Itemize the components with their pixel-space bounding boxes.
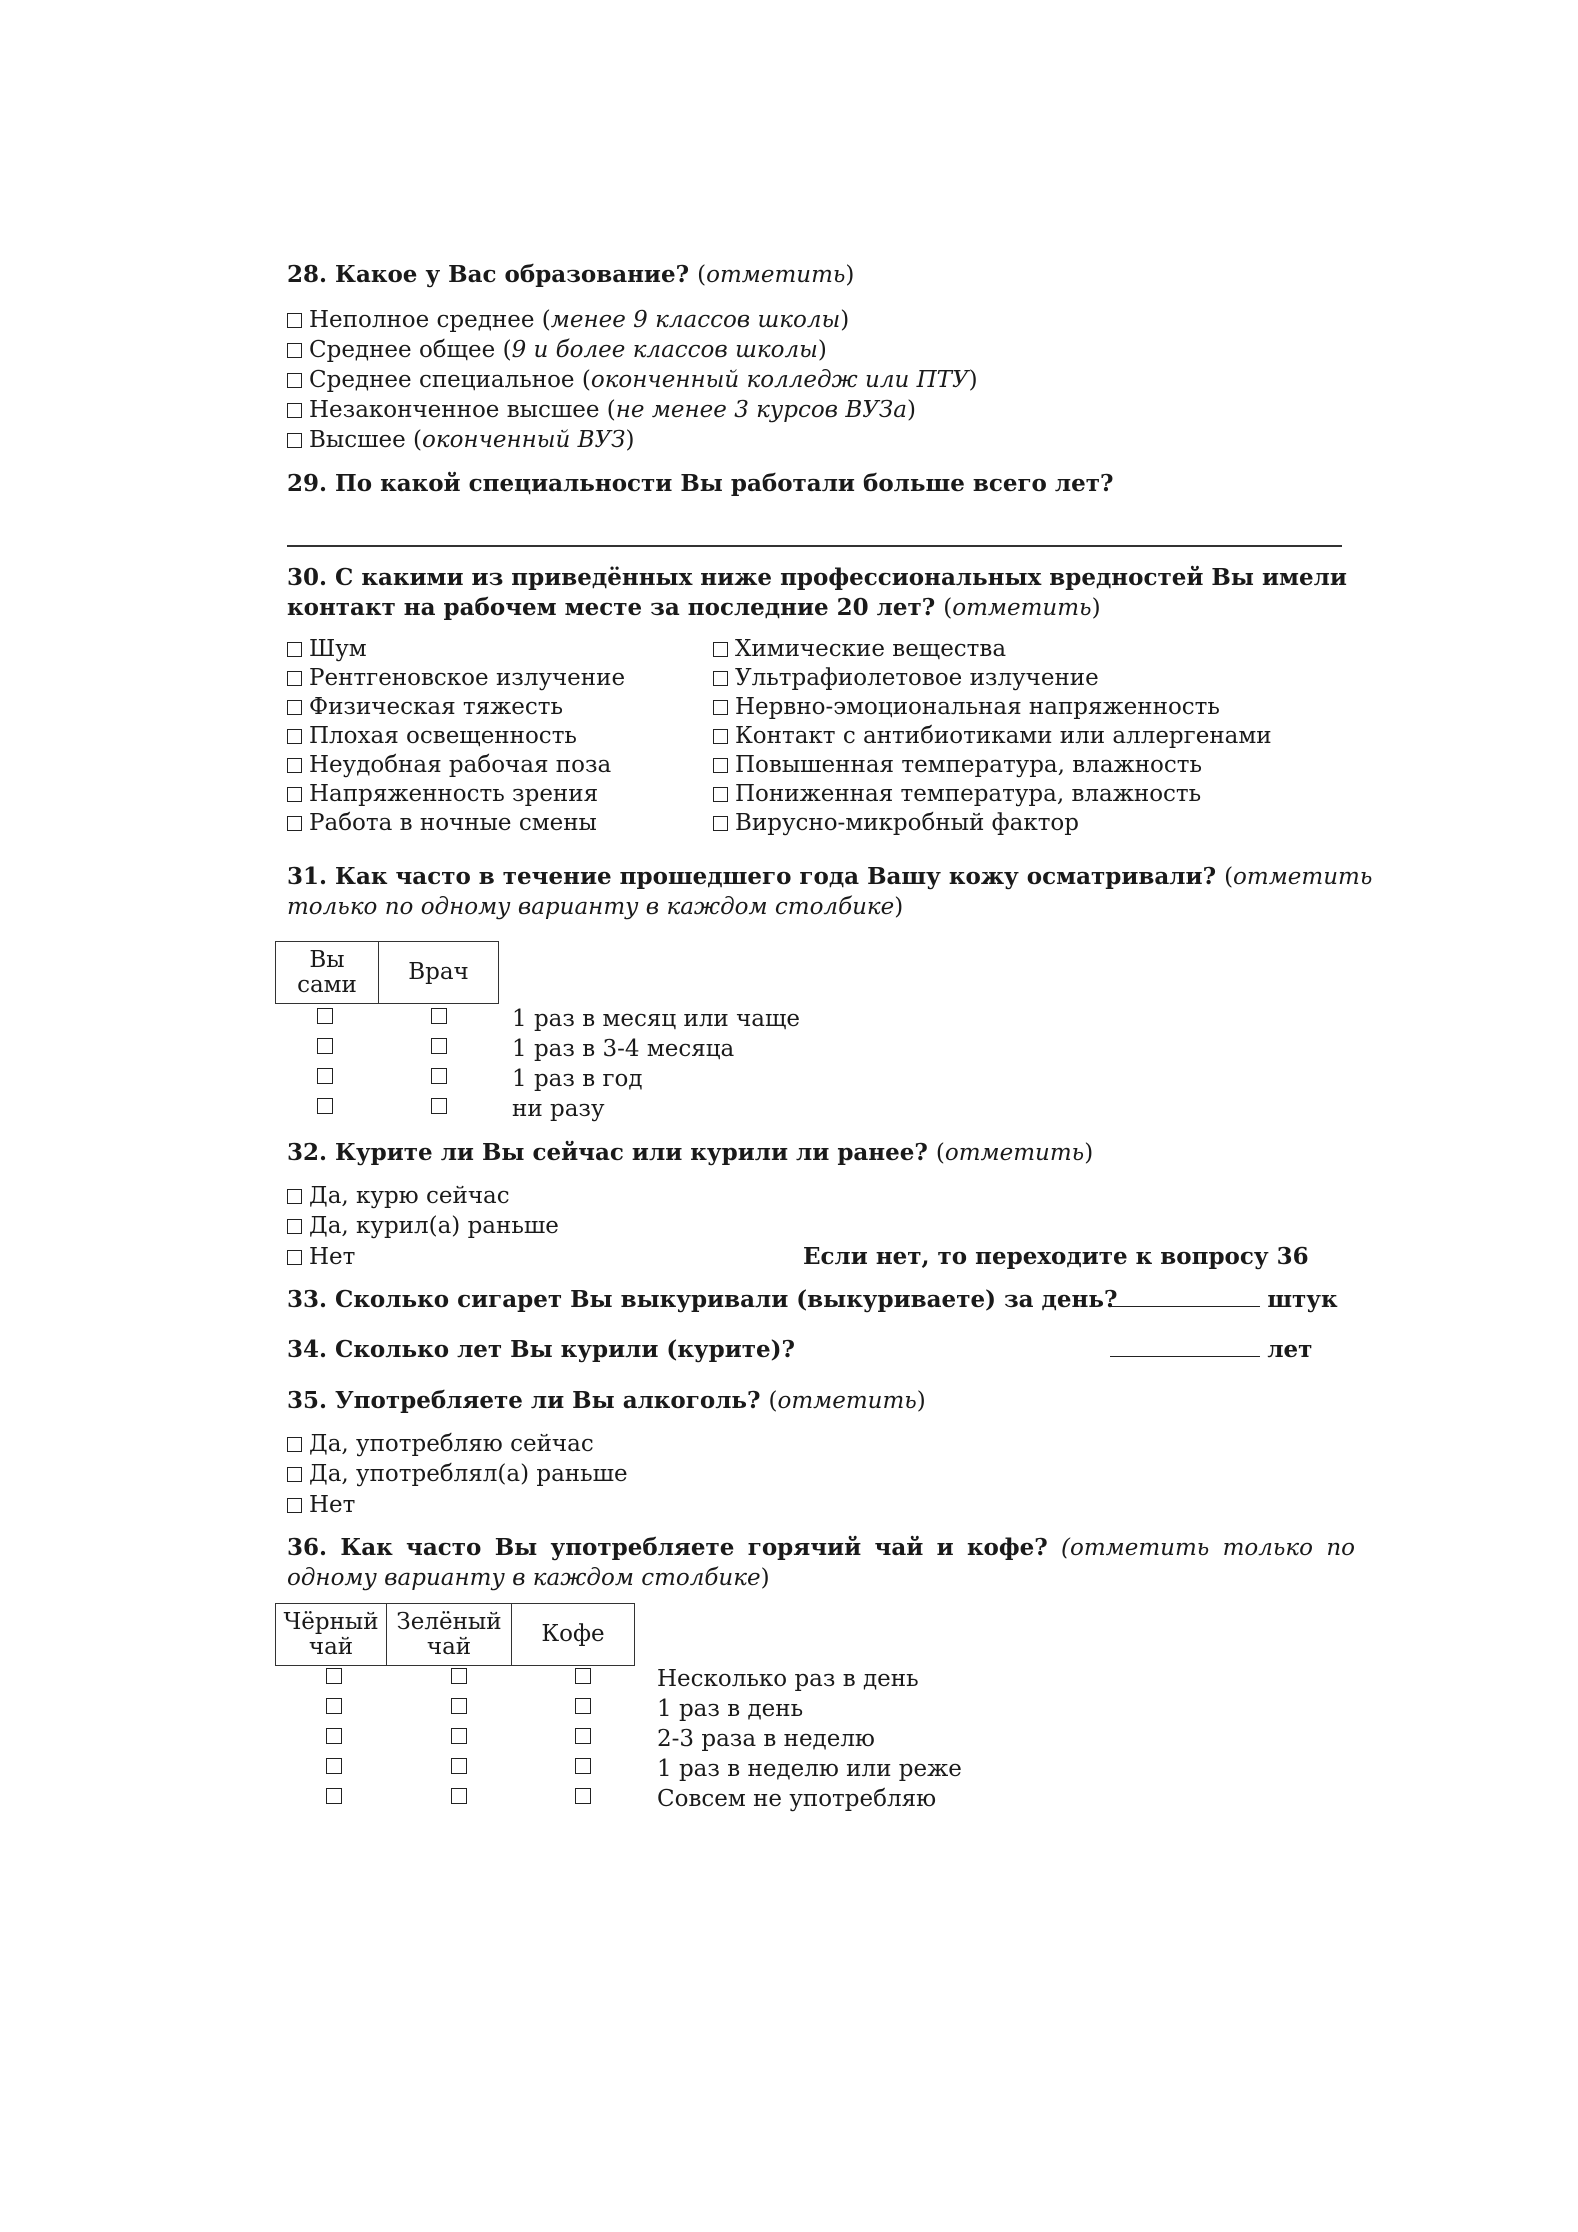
q36-black-tea-checkbox-5[interactable] [326, 1788, 342, 1804]
checkbox[interactable] [287, 700, 302, 715]
q36-green-tea-checkbox-4[interactable] [451, 1758, 467, 1774]
q31-doctor-checkbox-2[interactable] [431, 1038, 447, 1054]
q36-col-black-tea: Чёрный чай [276, 1604, 387, 1666]
q35-option-2[interactable]: Да, употреблял(а) раньше [287, 1459, 628, 1489]
q31-doctor-checkbox-4[interactable] [431, 1098, 447, 1114]
checkbox[interactable] [713, 729, 728, 744]
checkbox[interactable] [287, 1437, 302, 1452]
q28-option-2[interactable]: Среднее общее (9 и более классов школы) [287, 335, 827, 365]
q32-option-1[interactable]: Да, курю сейчас [287, 1181, 510, 1211]
q31-row-3: 1 раз в год [512, 1066, 643, 1092]
checkbox[interactable] [287, 787, 302, 802]
q32-title: 32. Курите ли Вы сейчас или курили ли ранее? (отметить) [287, 1139, 1094, 1166]
q30-right-3[interactable]: Нервно-эмоциональная напряженность [713, 692, 1220, 722]
q31-row-4: ни разу [512, 1096, 605, 1122]
q34-answer-line[interactable] [1110, 1336, 1260, 1357]
q32-option-3[interactable]: Нет [287, 1242, 355, 1272]
q36-coffee-checkbox-1[interactable] [575, 1668, 591, 1684]
checkbox[interactable] [713, 671, 728, 686]
q30-left-7[interactable]: Работа в ночные смены [287, 808, 597, 838]
q30-left-1[interactable]: Шум [287, 634, 367, 664]
q30-title-line1: 30. С какими из приведённых ниже профессиональных вредностей Вы имели [287, 564, 1347, 591]
checkbox[interactable] [287, 816, 302, 831]
q32-option-2[interactable]: Да, курил(а) раньше [287, 1211, 559, 1241]
checkbox[interactable] [713, 816, 728, 831]
q36-green-tea-checkbox-5[interactable] [451, 1788, 467, 1804]
q30-right-6[interactable]: Пониженная температура, влажность [713, 779, 1201, 809]
q30-right-1[interactable]: Химические вещества [713, 634, 1006, 664]
checkbox[interactable] [287, 1189, 302, 1204]
q36-column-header [275, 1603, 635, 1666]
q30-left-6[interactable]: Напряженность зрения [287, 779, 598, 809]
checkbox[interactable] [287, 1498, 302, 1513]
q28-option-1[interactable]: Неполное среднее (менее 9 классов школы) [287, 305, 849, 335]
q36-col-coffee: Кофе [512, 1604, 635, 1666]
q31-col-doctor: Врач [379, 942, 499, 1004]
q36-row-5: Совсем не употребляю [657, 1786, 937, 1812]
q34-answer[interactable]: лет [1110, 1335, 1312, 1365]
q36-coffee-checkbox-2[interactable] [575, 1698, 591, 1714]
q28-option-4[interactable]: Незаконченное высшее (не менее 3 курсов ВУЗа) [287, 395, 916, 425]
q36-row-3: 2-3 раза в неделю [657, 1726, 875, 1752]
q36-green-tea-checkbox-2[interactable] [451, 1698, 467, 1714]
q28-option-3[interactable]: Среднее специальное (оконченный колледж или ПТУ) [287, 365, 978, 395]
q30-left-5[interactable]: Неудобная рабочая поза [287, 750, 611, 780]
checkbox[interactable] [287, 343, 302, 358]
checkbox[interactable] [713, 758, 728, 773]
q36-black-tea-checkbox-2[interactable] [326, 1698, 342, 1714]
q31-self-checkbox-4[interactable] [317, 1098, 333, 1114]
q35-option-1[interactable]: Да, употребляю сейчас [287, 1429, 594, 1459]
q36-row-4: 1 раз в неделю или реже [657, 1756, 962, 1782]
q34-title: 34. Сколько лет Вы курили (курите)? [287, 1336, 796, 1363]
q36-black-tea-checkbox-3[interactable] [326, 1728, 342, 1744]
q28-option-5[interactable]: Высшее (оконченный ВУЗ) [287, 425, 635, 455]
q30-right-7[interactable]: Вирусно-микробный фактор [713, 808, 1079, 838]
q30-left-2[interactable]: Рентгеновское излучение [287, 663, 625, 693]
checkbox[interactable] [287, 671, 302, 686]
q36-col-green-tea: Зелёный чай [387, 1604, 512, 1666]
checkbox[interactable] [287, 1467, 302, 1482]
q33-title: 33. Сколько сигарет Вы выкуривали (выкуриваете) за день? [287, 1286, 1118, 1313]
checkbox[interactable] [287, 758, 302, 773]
q30-right-5[interactable]: Повышенная температура, влажность [713, 750, 1202, 780]
q31-self-checkbox-2[interactable] [317, 1038, 333, 1054]
q36-green-tea-checkbox-1[interactable] [451, 1668, 467, 1684]
q33-answer-line[interactable] [1110, 1286, 1260, 1307]
q32-skip-instruction: Если нет, то переходите к вопросу 36 [803, 1243, 1309, 1270]
q30-title-line2: контакт на рабочем месте за последние 20 лет? (отметить) [287, 594, 1101, 621]
q36-coffee-checkbox-3[interactable] [575, 1728, 591, 1744]
q33-answer[interactable]: штук [1110, 1285, 1338, 1315]
q31-row-2: 1 раз в 3-4 месяца [512, 1036, 735, 1062]
checkbox[interactable] [287, 373, 302, 388]
q31-doctor-checkbox-3[interactable] [431, 1068, 447, 1084]
checkbox[interactable] [287, 642, 302, 657]
q31-doctor-checkbox-1[interactable] [431, 1008, 447, 1024]
q36-row-1: Несколько раз в день [657, 1666, 919, 1692]
checkbox[interactable] [287, 403, 302, 418]
q36-black-tea-checkbox-1[interactable] [326, 1668, 342, 1684]
q36-coffee-checkbox-4[interactable] [575, 1758, 591, 1774]
q36-black-tea-checkbox-4[interactable] [326, 1758, 342, 1774]
q35-title: 35. Употребляете ли Вы алкоголь? (отметить) [287, 1387, 926, 1414]
q30-right-2[interactable]: Ультрафиолетовое излучение [713, 663, 1099, 693]
q31-note-line2: только по одному варианту в каждом столбике) [287, 894, 904, 920]
q36-row-2: 1 раз в день [657, 1696, 804, 1722]
checkbox[interactable] [287, 313, 302, 328]
q36-title: 36. Как часто Вы употребляете горячий чай и кофе? (отметить только по [287, 1534, 1355, 1561]
checkbox[interactable] [287, 1219, 302, 1234]
checkbox[interactable] [713, 787, 728, 802]
q31-row-1: 1 раз в месяц или чаще [512, 1006, 800, 1032]
q29-answer-line[interactable] [287, 545, 1342, 547]
q30-left-3[interactable]: Физическая тяжесть [287, 692, 563, 722]
q30-left-4[interactable]: Плохая освещенность [287, 721, 577, 751]
q28-title: 28. Какое у Вас образование? (отметить) [287, 261, 855, 288]
q31-title: 31. Как часто в течение прошедшего года Вашу кожу осматривали? (отметить [287, 863, 1373, 890]
q31-self-checkbox-1[interactable] [317, 1008, 333, 1024]
checkbox[interactable] [287, 433, 302, 448]
q31-column-header [275, 941, 499, 1004]
q29-title: 29. По какой специальности Вы работали больше всего лет? [287, 470, 1114, 497]
q31-self-checkbox-3[interactable] [317, 1068, 333, 1084]
checkbox[interactable] [287, 1250, 302, 1265]
q31-col-self: Вы сами [276, 942, 379, 1004]
checkbox[interactable] [713, 642, 728, 657]
q36-green-tea-checkbox-3[interactable] [451, 1728, 467, 1744]
q35-option-3[interactable]: Нет [287, 1490, 355, 1520]
checkbox[interactable] [713, 700, 728, 715]
checkbox[interactable] [287, 729, 302, 744]
q36-coffee-checkbox-5[interactable] [575, 1788, 591, 1804]
q36-note-line2: одному варианту в каждом столбике) [287, 1565, 770, 1591]
q30-right-4[interactable]: Контакт с антибиотиками или аллергенами [713, 721, 1272, 751]
